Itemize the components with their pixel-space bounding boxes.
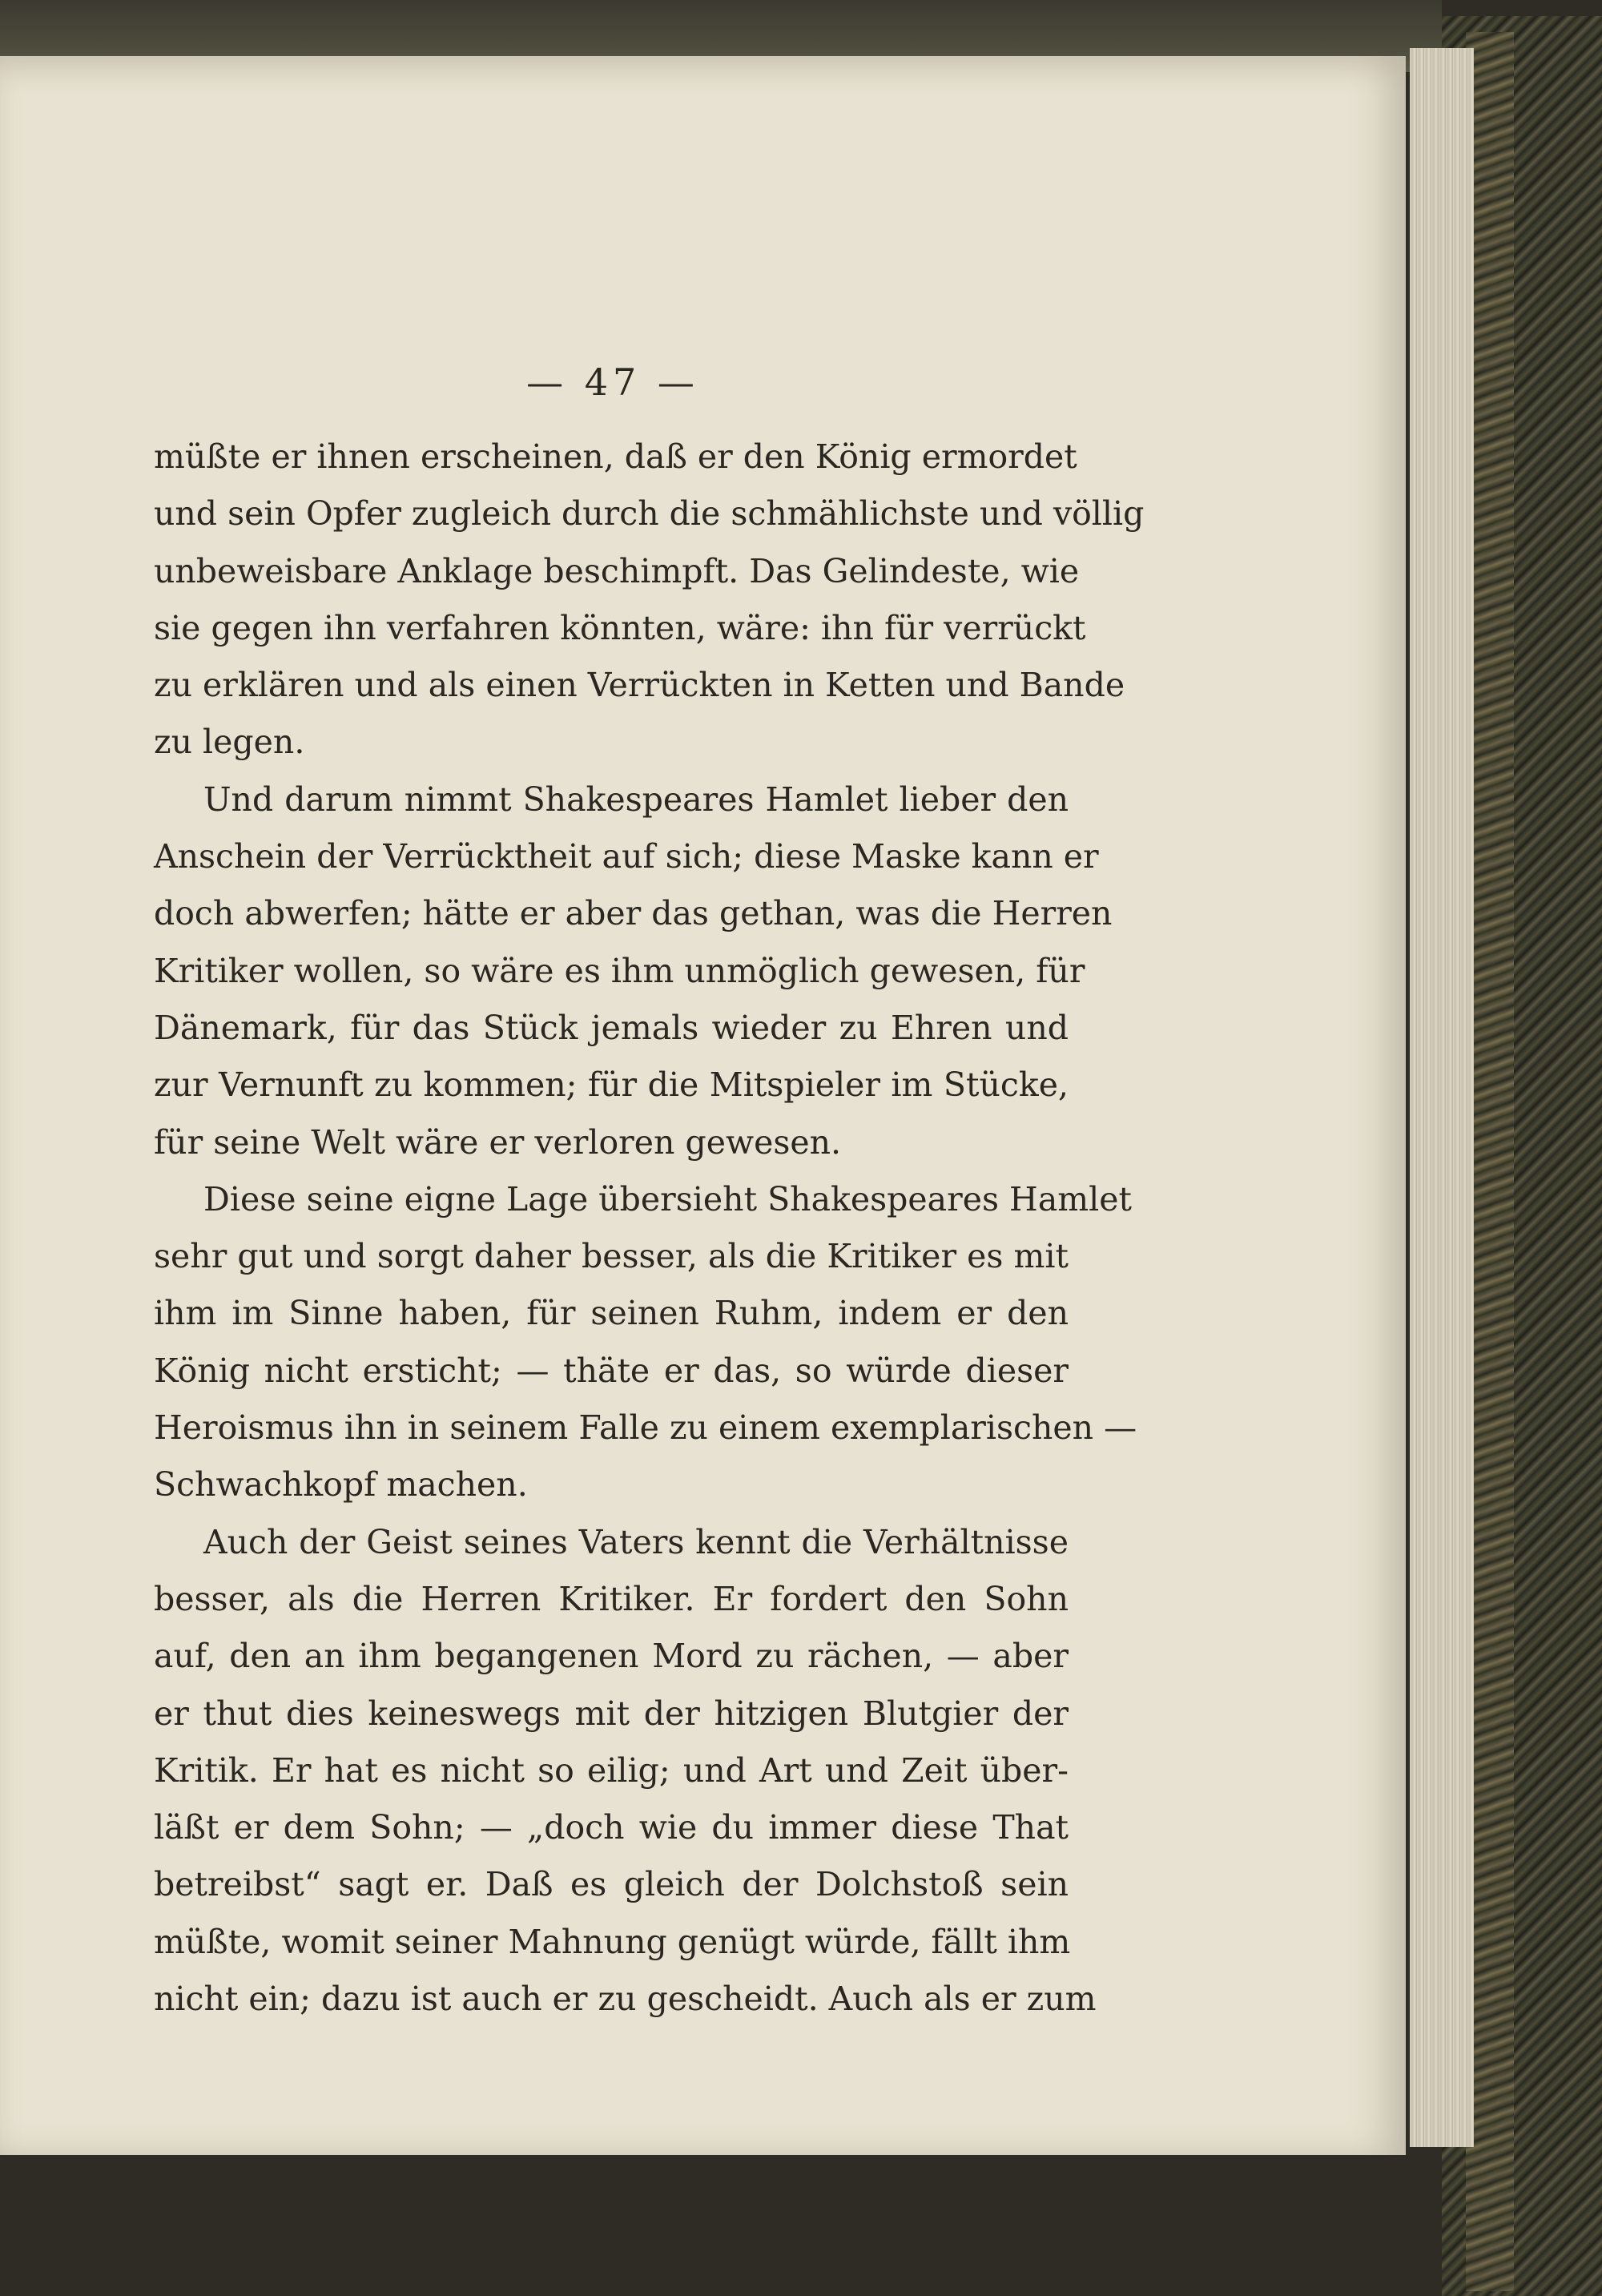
- text-line: müßte, womit seiner Mahnung genügt würde, fällt ihm: [154, 1922, 1071, 1961]
- text-line: Schwachkopf machen.: [154, 1465, 528, 1504]
- text-line: für seine Welt wäre er verloren gewesen.: [154, 1122, 842, 1162]
- text-line: Dänemark, für das Stück jemals wieder zu Ehren und: [154, 1008, 1069, 1047]
- page-edges: [1410, 48, 1474, 2147]
- text-line: Kritik. Er hat es nicht so eilig; und Art und Zeit über-: [154, 1750, 1069, 1790]
- text-line: und sein Opfer zugleich durch die schmählichste und völlig: [154, 494, 1145, 534]
- text-line: läßt er dem Sohn; — „doch wie du immer diese That: [154, 1808, 1069, 1847]
- text-line: König nicht ersticht; — thäte er das, so würde dieser: [154, 1351, 1069, 1390]
- body-text: [154, 429, 1145, 2028]
- text-line: doch abwerfen; hätte er aber das gethan, was die Herren: [154, 894, 1113, 933]
- text-line: Und darum nimmt Shakespeares Hamlet lieber den: [203, 779, 1069, 819]
- text-line: ihm im Sinne haben, für seinen Ruhm, indem er den: [154, 1294, 1069, 1333]
- text-line: besser, als die Herren Kritiker. Er fordert den Sohn: [154, 1579, 1069, 1618]
- text-line: er thut dies keineswegs mit der hitzigen Blutgier der: [154, 1694, 1069, 1733]
- text-line: betreibst“ sagt er. Daß es gleich der Dolchstoß sein: [154, 1865, 1069, 1904]
- text-line: Heroismus ihn in seinem Falle zu einem exemplarischen —: [154, 1408, 1137, 1448]
- text-line: Kritiker wollen, so wäre es ihm unmöglich gewesen, für: [154, 951, 1085, 990]
- background-bottom: [0, 2155, 1442, 2296]
- text-line: sie gegen ihn verfahren könnten, wäre: ihn für verrückt: [154, 608, 1086, 647]
- text-line: Diese seine eigne Lage übersieht Shakespeares Hamlet: [203, 1179, 1132, 1218]
- book-page: [0, 56, 1406, 2155]
- text-line: zu legen.: [154, 723, 305, 762]
- text-line: zur Vernunft zu kommen; für die Mitspieler im Stücke,: [154, 1065, 1069, 1105]
- text-line: müßte er ihnen erscheinen, daß er den König ermordet: [154, 437, 1077, 476]
- text-line: zu erklären und als einen Verrückten in Ketten und Bande: [154, 666, 1125, 705]
- text-line: Auch der Geist seines Vaters kennt die Verhältnisse: [203, 1522, 1069, 1561]
- text-line: unbeweisbare Anklage beschimpft. Das Gelindeste, wie: [154, 551, 1080, 590]
- text-line: Anschein der Verrücktheit auf sich; diese Maske kann er: [154, 837, 1099, 876]
- page-number: — 47 —: [526, 361, 699, 404]
- text-line: nicht ein; dazu ist auch er zu gescheidt. Auch als er zum: [154, 1980, 1097, 2019]
- text-line: auf, den an ihm begangenen Mord zu rächen, — aber: [154, 1637, 1069, 1676]
- text-line: sehr gut und sorgt daher besser, als die Kritiker es mit: [154, 1237, 1069, 1276]
